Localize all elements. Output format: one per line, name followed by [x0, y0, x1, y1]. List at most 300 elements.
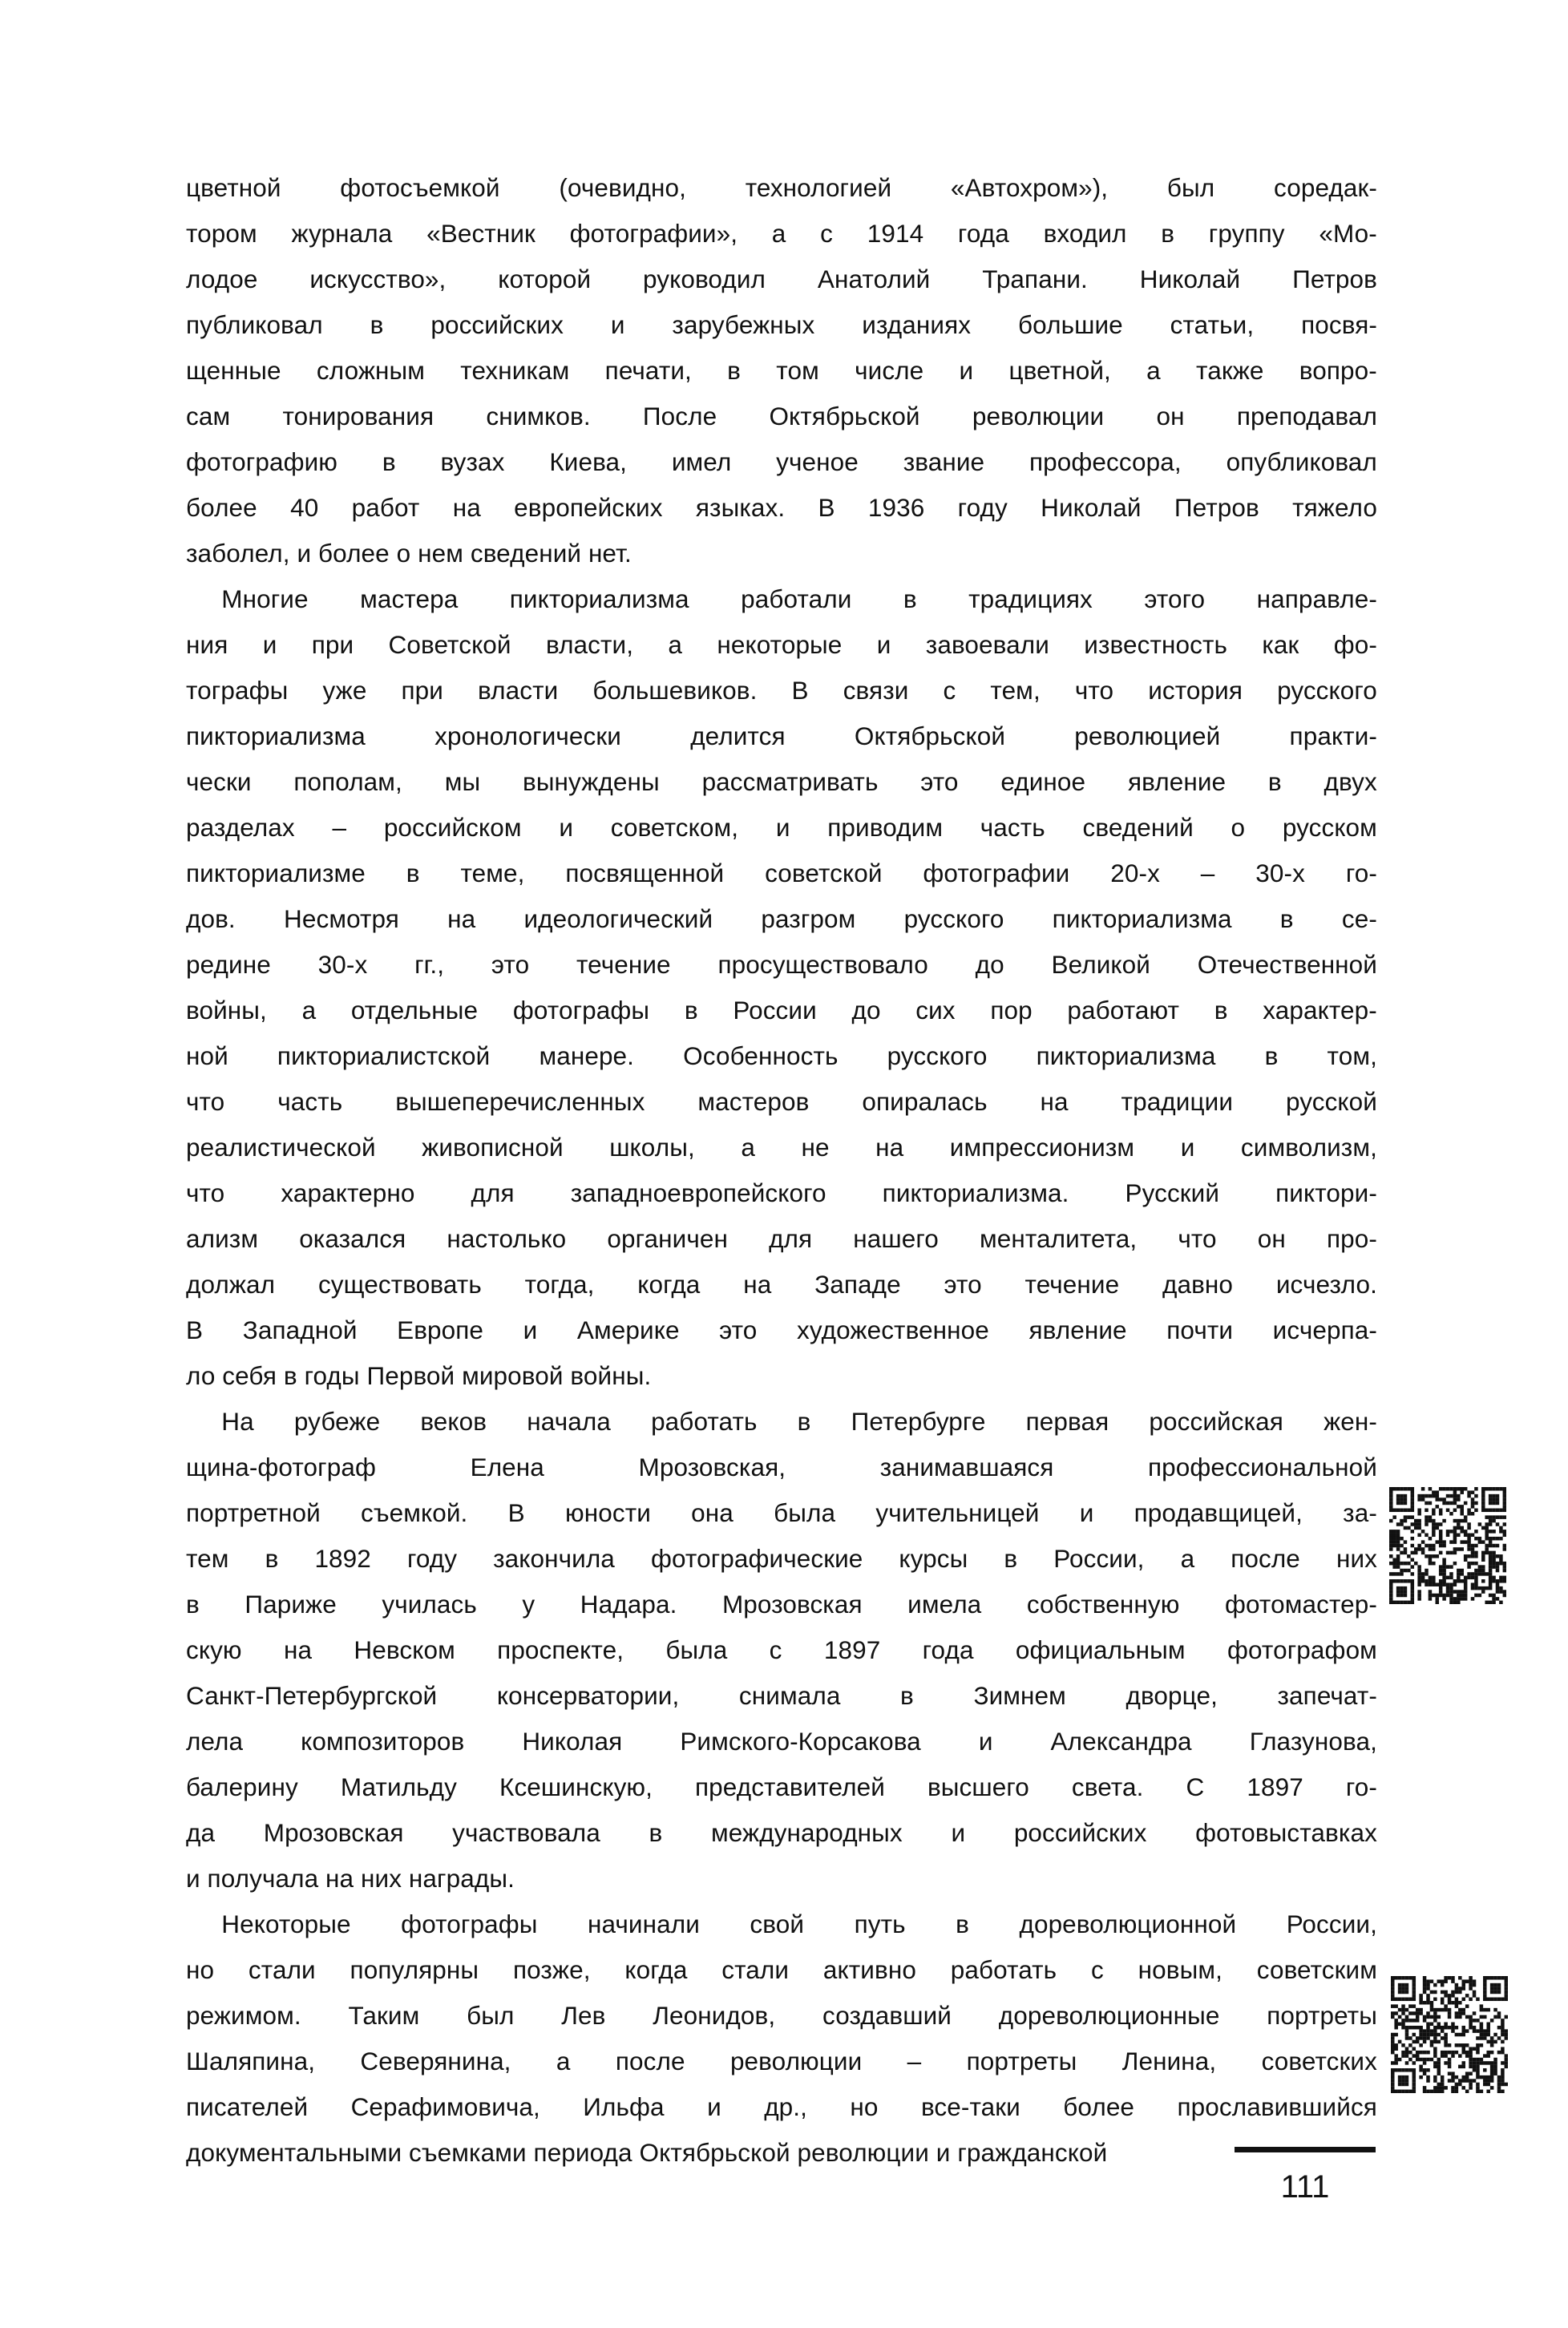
text-word: этого: [1144, 584, 1206, 613]
text-line: [186, 1536, 1377, 1582]
text-word: дореволюционной: [1019, 1910, 1237, 1938]
text-word: жен-: [1324, 1407, 1377, 1436]
body-text-column: [186, 165, 1377, 2176]
text-word: Санкт-Петербургской: [186, 1681, 438, 1710]
text-word: Римского-Корсакова: [680, 1727, 921, 1756]
text-word: гг.,: [414, 950, 445, 979]
text-word: русского: [1277, 676, 1377, 705]
text-word: как: [1262, 630, 1299, 659]
text-word: революции: [972, 402, 1105, 430]
text-word: более: [1063, 2092, 1135, 2121]
text-word: когда: [624, 1955, 688, 1984]
text-word: В: [791, 676, 809, 705]
text-word: училась: [382, 1590, 477, 1619]
text-line: [186, 1947, 1377, 1993]
text-word: снимков.: [486, 402, 591, 430]
text-word: В: [507, 1498, 525, 1527]
text-word: Серафимовича,: [350, 2092, 540, 2121]
text-word: сам: [186, 402, 231, 430]
text-word: западноевропейского: [570, 1178, 826, 1207]
text-word: была: [665, 1635, 728, 1664]
text-word: просуществовало: [717, 950, 928, 979]
text-line: заболел, и более о нем сведений нет.: [186, 539, 632, 568]
text-word: вынуждены: [522, 767, 660, 796]
text-word: советским: [1256, 1955, 1377, 1984]
text-word: участвовала: [452, 1818, 600, 1847]
text-word: Александра: [1050, 1727, 1192, 1756]
text-word: и: [978, 1727, 993, 1756]
text-line: документальными съемками периода Октябрьской революции и гражданской: [186, 2138, 1108, 2167]
footer-rule: [1235, 2147, 1376, 2152]
text-word: в: [1279, 904, 1294, 933]
text-word: зарубежных: [672, 310, 815, 339]
text-word: них: [1336, 1544, 1377, 1573]
text-word: режимом.: [186, 2001, 301, 2030]
text-word: портреты: [966, 2047, 1077, 2075]
text-word: фотографии: [923, 859, 1070, 887]
text-word: и: [1180, 1133, 1195, 1162]
text-word: фотографические: [650, 1544, 863, 1573]
text-word: художественное: [797, 1316, 989, 1344]
text-word: 1897: [823, 1635, 881, 1664]
text-word: стали: [248, 1955, 316, 1984]
text-word: оказался: [299, 1224, 406, 1253]
text-word: входил: [1043, 219, 1127, 248]
text-word: в: [186, 1590, 200, 1619]
text-line: [186, 576, 1377, 622]
text-word: это: [491, 950, 530, 979]
text-word: международных: [711, 1818, 903, 1847]
text-line: [186, 988, 1377, 1033]
text-line: [186, 1262, 1377, 1307]
text-word: а: [771, 219, 786, 248]
text-word: Несмотря: [284, 904, 399, 933]
text-word: пор: [990, 996, 1033, 1025]
text-word: в: [1267, 767, 1282, 796]
text-word: «Мо-: [1319, 219, 1377, 248]
text-word: «Автохром»),: [950, 173, 1109, 202]
text-word: занимавшаяся: [879, 1453, 1054, 1481]
text-word: языках.: [695, 493, 786, 522]
text-word: также: [1196, 356, 1264, 385]
text-word: реалистической: [186, 1133, 376, 1162]
text-word: импрессионизм: [949, 1133, 1135, 1162]
text-word: сих: [915, 996, 956, 1025]
text-word: популярны: [350, 1955, 479, 1984]
text-word: вузах: [440, 447, 505, 476]
text-word: работать: [651, 1407, 758, 1436]
text-word: в: [382, 447, 396, 476]
text-word: в: [900, 1681, 914, 1710]
text-word: Леонидов,: [653, 2001, 776, 2030]
text-word: Николай: [1139, 265, 1241, 293]
text-word: власти: [478, 676, 559, 705]
text-word: не: [801, 1133, 830, 1162]
text-word: 1897: [1247, 1772, 1303, 1801]
text-line: [186, 1490, 1377, 1536]
text-word: техникам: [460, 356, 570, 385]
paragraph-leonidov: [186, 1902, 1377, 2176]
text-word: начинали: [588, 1910, 700, 1938]
text-word: большие: [1018, 310, 1123, 339]
text-line: [186, 1399, 1377, 1445]
text-line: [186, 165, 1377, 211]
text-word: революцией: [1074, 721, 1221, 750]
text-word: работать: [950, 1955, 1057, 1984]
text-word: тографы: [186, 676, 289, 705]
text-word: 30-х: [317, 950, 368, 979]
text-word: Матильду: [340, 1772, 457, 1801]
text-line: [186, 1764, 1377, 1810]
text-word: после: [615, 2047, 685, 2075]
text-word: фотосъемкой: [340, 173, 500, 202]
qr-code-matrix: [1391, 1976, 1508, 2093]
text-line: [186, 1627, 1377, 1673]
text-word: тором: [186, 219, 257, 248]
text-word: а: [301, 996, 317, 1025]
qr-code-lower[interactable]: [1391, 1976, 1508, 2093]
text-word: На: [186, 1407, 254, 1436]
text-word: у: [522, 1590, 535, 1619]
text-word: исчезло.: [1275, 1270, 1377, 1299]
text-line: [186, 942, 1377, 988]
text-word: имел: [671, 447, 732, 476]
text-word: в: [727, 356, 742, 385]
text-line: [186, 257, 1377, 302]
text-word: посвя-: [1301, 310, 1377, 339]
text-word: вопро-: [1299, 356, 1377, 385]
text-word: и: [876, 630, 891, 659]
text-word: он: [1156, 402, 1185, 430]
text-word: явление: [1127, 767, 1227, 796]
text-word: щина-фотограф: [186, 1453, 376, 1481]
text-word: известность: [1084, 630, 1227, 659]
text-word: на: [452, 493, 481, 522]
page-number: 111: [1280, 2169, 1330, 2205]
text-word: Николая: [522, 1727, 623, 1756]
text-word: манере.: [539, 1041, 635, 1070]
text-word: опиралась: [862, 1087, 988, 1116]
text-word: собственную: [1026, 1590, 1180, 1619]
text-word: журнала: [291, 219, 393, 248]
text-word: революции: [729, 2047, 863, 2075]
text-word: сложным: [316, 356, 426, 385]
text-word: тяжело: [1292, 493, 1377, 522]
text-word: пикториализма: [1036, 1041, 1216, 1070]
text-word: фотографы: [401, 1910, 538, 1938]
text-word: что: [1178, 1224, 1217, 1253]
text-line: [186, 1445, 1377, 1490]
text-word: для: [769, 1224, 813, 1253]
text-word: Петров: [1174, 493, 1259, 522]
text-word: рассматривать: [701, 767, 879, 796]
text-word: Некоторые: [186, 1910, 351, 1938]
text-word: течение: [1024, 1270, 1120, 1299]
text-word: «Вестник: [426, 219, 535, 248]
text-word: Западе: [814, 1270, 901, 1299]
text-word: Елена: [470, 1453, 544, 1481]
text-line: [186, 1079, 1377, 1125]
text-word: хронологически: [434, 721, 621, 750]
text-word: Трапани.: [982, 265, 1088, 293]
text-word: года: [922, 1635, 974, 1664]
text-word: руководил: [642, 265, 766, 293]
text-word: в: [1004, 1544, 1018, 1573]
text-word: на: [447, 904, 476, 933]
text-word: Западной: [242, 1316, 358, 1344]
text-word: был: [467, 2001, 515, 2030]
text-word: российских: [430, 310, 564, 339]
qr-code-upper[interactable]: [1389, 1487, 1506, 1604]
text-word: тогда,: [524, 1270, 595, 1299]
text-word: Киева,: [549, 447, 628, 476]
text-word: явление: [1028, 1316, 1127, 1344]
text-word: приводим: [827, 813, 944, 842]
text-word: а: [1180, 1544, 1195, 1573]
text-word: России: [733, 996, 817, 1025]
text-line: [186, 622, 1377, 668]
text-word: должал: [186, 1270, 276, 1299]
text-word: Невском: [354, 1635, 455, 1664]
text-word: что: [1074, 676, 1114, 705]
text-word: После: [642, 402, 717, 430]
text-word: редине: [186, 950, 271, 979]
text-line: [186, 1582, 1377, 1627]
text-word: менталитета,: [980, 1224, 1138, 1253]
text-word: Северянина,: [360, 2047, 511, 2075]
text-word: Зимнем: [973, 1681, 1066, 1710]
text-word: создавший: [822, 2001, 952, 2030]
text-word: российских: [1013, 1818, 1147, 1847]
text-word: Лев: [561, 2001, 606, 2030]
text-word: а: [668, 630, 683, 659]
text-word: идеологический: [523, 904, 713, 933]
text-word: настолько: [447, 1224, 567, 1253]
text-word: советских: [1261, 2047, 1377, 2075]
text-word: печати,: [604, 356, 692, 385]
text-word: власти,: [545, 630, 634, 659]
text-word: российском: [383, 813, 522, 842]
text-word: Надара.: [580, 1590, 677, 1619]
text-word: дворце,: [1125, 1681, 1218, 1710]
text-word: мастера: [360, 584, 459, 613]
text-word: фотовыставках: [1195, 1818, 1377, 1847]
text-word: была: [774, 1498, 836, 1527]
text-word: ной: [186, 1041, 228, 1070]
text-word: Ксешинскую,: [499, 1772, 653, 1801]
text-word: фотографии»,: [569, 219, 738, 248]
text-word: искусство»,: [309, 265, 447, 293]
text-line: [186, 1216, 1377, 1262]
text-word: новым,: [1138, 1955, 1222, 1984]
text-word: рубеже: [293, 1407, 381, 1436]
qr-code-matrix: [1389, 1487, 1506, 1604]
text-word: Отечественной: [1197, 950, 1377, 979]
text-word: тем: [186, 1544, 229, 1573]
text-word: 1914: [867, 219, 924, 248]
text-word: тем,: [990, 676, 1041, 705]
text-word: звание: [903, 447, 985, 476]
text-word: прославившийся: [1177, 2092, 1377, 2121]
text-word: при: [401, 676, 443, 705]
text-word: технологией: [745, 173, 892, 202]
text-line: [186, 2039, 1377, 2084]
text-word: писателей: [186, 2092, 309, 2121]
text-word: фотомастер-: [1224, 1590, 1377, 1619]
text-word: и: [707, 2092, 721, 2121]
text-word: Европе: [397, 1316, 484, 1344]
text-word: Мрозовская,: [638, 1453, 786, 1481]
text-word: работали: [741, 584, 852, 613]
text-word: представителей: [695, 1772, 885, 1801]
text-word: течение: [576, 950, 671, 979]
text-word: съемкой.: [361, 1498, 468, 1527]
text-line: и получала на них награды.: [186, 1864, 515, 1893]
text-word: пикториализма: [186, 721, 366, 750]
text-word: 1936: [867, 493, 925, 522]
text-word: что: [186, 1178, 225, 1207]
text-word: пиктори-: [1275, 1178, 1377, 1207]
text-word: Николай: [1041, 493, 1142, 522]
text-word: при: [311, 630, 354, 659]
text-word: профессора,: [1028, 447, 1182, 476]
text-word: и: [610, 310, 625, 339]
text-word: запечат-: [1277, 1681, 1377, 1710]
text-word: России,: [1286, 1910, 1377, 1938]
text-word: с: [820, 219, 833, 248]
text-word: пополам,: [293, 767, 402, 796]
text-word: на: [743, 1270, 772, 1299]
text-word: русской: [1285, 1087, 1377, 1116]
text-word: начала: [527, 1407, 611, 1436]
text-word: дореволюционные: [998, 2001, 1220, 2030]
text-word: советском,: [610, 813, 739, 842]
text-word: в: [903, 584, 917, 613]
text-word: отдельные: [350, 996, 479, 1025]
text-word: более: [186, 493, 257, 522]
text-word: и: [951, 1818, 966, 1847]
text-word: лела: [186, 1727, 244, 1756]
text-word: свой: [750, 1910, 805, 1938]
text-word: посвященной: [565, 859, 725, 887]
text-word: и: [262, 630, 277, 659]
text-line: [186, 1719, 1377, 1764]
text-word: том,: [1327, 1041, 1377, 1070]
text-word: она: [691, 1498, 733, 1527]
text-word: первая: [1025, 1407, 1109, 1436]
text-word: В: [818, 493, 835, 522]
text-word: соредак-: [1274, 173, 1377, 202]
text-word: единое: [1000, 767, 1086, 796]
text-word: Советской: [388, 630, 511, 659]
text-word: на: [1040, 1087, 1069, 1116]
text-line: [186, 851, 1377, 896]
text-word: связи: [843, 676, 909, 705]
text-line: [186, 1307, 1377, 1353]
text-word: это: [920, 767, 959, 796]
text-word: учительницей: [875, 1498, 1040, 1527]
text-word: Америке: [576, 1316, 680, 1344]
text-word: ализм: [186, 1224, 259, 1253]
text-word: (очевидно,: [559, 173, 686, 202]
text-line: [186, 485, 1377, 531]
text-line: [186, 896, 1377, 942]
text-line: [186, 2084, 1377, 2130]
text-word: –: [907, 2047, 922, 2075]
text-word: делится: [690, 721, 786, 750]
text-word: что: [186, 1087, 225, 1116]
text-word: мы: [444, 767, 481, 796]
text-word: практи-: [1289, 721, 1377, 750]
text-word: веков: [420, 1407, 487, 1436]
text-word: все-таки: [920, 2092, 1020, 2121]
text-word: 20-х: [1110, 859, 1160, 887]
text-word: –: [1200, 859, 1215, 887]
text-word: сведений: [1082, 813, 1194, 842]
text-word: работ: [351, 493, 420, 522]
text-word: символизм,: [1240, 1133, 1377, 1162]
text-word: дов.: [186, 904, 236, 933]
text-word: активно: [822, 1955, 916, 1984]
text-word: юности: [565, 1498, 651, 1527]
text-word: стали: [721, 1955, 790, 1984]
text-word: цветной,: [1008, 356, 1111, 385]
text-line: [186, 439, 1377, 485]
text-word: году: [957, 493, 1008, 522]
text-word: давно: [1162, 1270, 1234, 1299]
text-word: балерину: [186, 1772, 298, 1801]
text-line: [186, 211, 1377, 257]
text-word: некоторые: [717, 630, 843, 659]
text-word: пикториализма: [509, 584, 689, 613]
text-word: Петербурге: [851, 1407, 986, 1436]
text-word: завоевали: [925, 630, 1049, 659]
text-word: русском: [1282, 813, 1377, 842]
text-word: го-: [1345, 859, 1377, 887]
text-word: России,: [1053, 1544, 1145, 1573]
text-word: существовать: [317, 1270, 482, 1299]
text-word: и: [523, 1316, 538, 1344]
text-word: русского: [887, 1041, 988, 1070]
text-line: [186, 1033, 1377, 1079]
text-word: в: [1161, 219, 1175, 248]
text-word: вышеперечисленных: [395, 1087, 645, 1116]
text-word: фотографы: [512, 996, 650, 1025]
text-word: но: [186, 1955, 215, 1984]
text-word: проспекте,: [497, 1635, 624, 1664]
text-word: школы,: [609, 1133, 695, 1162]
text-word: портретной: [186, 1498, 321, 1527]
text-word: др.,: [764, 2092, 807, 2121]
text-word: числе: [855, 356, 924, 385]
text-word: русского: [903, 904, 1004, 933]
text-word: разгром: [761, 904, 856, 933]
text-word: Анатолий: [817, 265, 931, 293]
text-word: Таким: [348, 2001, 420, 2030]
text-word: почти: [1166, 1316, 1234, 1344]
text-line: [186, 1673, 1377, 1719]
text-word: до: [975, 950, 1004, 979]
text-word: в: [797, 1407, 811, 1436]
text-word: снимала: [738, 1681, 841, 1710]
text-word: закончила: [493, 1544, 615, 1573]
text-word: композиторов: [301, 1727, 465, 1756]
text-word: в: [956, 1910, 969, 1938]
text-word: а: [741, 1133, 755, 1162]
text-word: лодое: [186, 265, 258, 293]
text-word: живописной: [422, 1133, 564, 1162]
text-word: статьи,: [1170, 310, 1255, 339]
